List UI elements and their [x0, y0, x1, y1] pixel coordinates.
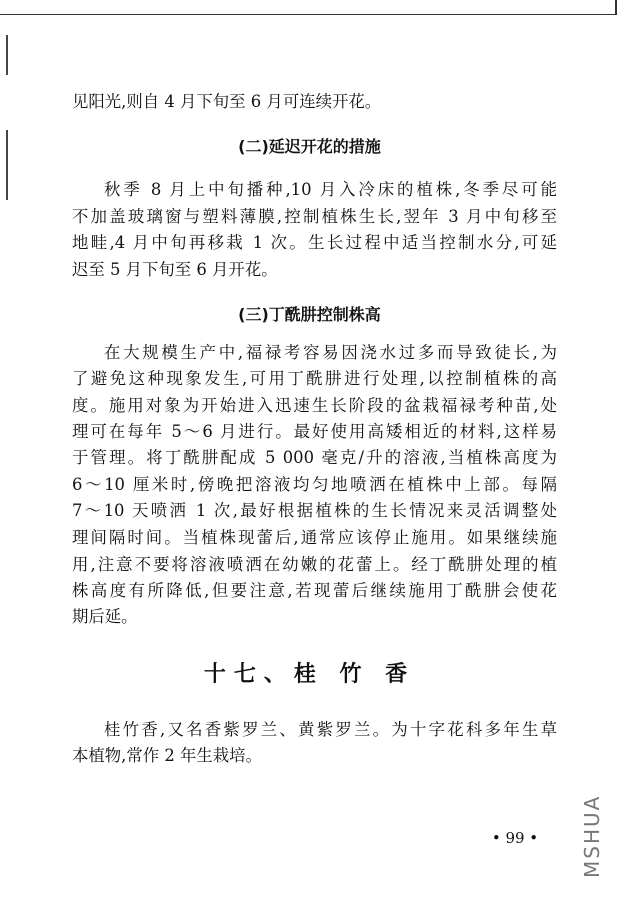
paragraph-line: 用,注意不要将溶液喷洒在幼嫩的花蕾上。经丁酰肼处理的植	[72, 555, 557, 574]
paragraph-line: 于管理。将丁酰肼配成 5 000 毫克/升的溶液,当植株高度为	[72, 448, 557, 467]
paragraph-line: 了避免这种现象发生,可用丁酰肼进行处理,以控制植株的高	[72, 369, 557, 388]
paragraph-line: 期后延。	[72, 607, 138, 626]
paragraph-line: 在大规模生产中,福禄考容易因浇水过多而导致徒长,为	[104, 343, 557, 362]
paragraph-line: 度。施用对象为开始进入迅速生长阶段的盆栽福禄考种苗,处	[72, 396, 557, 415]
paragraph-line: 见阳光,则自 4 月下旬至 6 月可连续开花。	[72, 92, 382, 111]
paragraph-line: 本植物,常作 2 年生栽培。	[72, 746, 262, 765]
paragraph-line: 株高度有所降低,但要注意,若现蕾后继续施用丁酰肼会使花	[72, 581, 557, 600]
paragraph-line: 不加盖玻璃窗与塑料薄膜,控制植株生长,翌年 3 月中旬移至	[72, 207, 557, 226]
watermark: MSHUA	[580, 794, 604, 878]
paragraph-line: 桂竹香,又名香紫罗兰、黄紫罗兰。为十字花科多年生草	[104, 720, 557, 739]
paragraph-line: 6～10 厘米时,傍晚把溶液均匀地喷洒在植株中上部。每隔	[72, 475, 557, 494]
section-title: 十七、桂 竹 香	[203, 662, 416, 687]
paragraph-line: 理间隔时间。当植株现蕾后,通常应该停止施用。如果继续施	[72, 528, 557, 547]
paragraph-line: 迟至 5 月下旬至 6 月开花。	[72, 260, 278, 279]
page-number: • 99 •	[491, 829, 539, 847]
paragraph-line: 理可在每年 5～6 月进行。最好使用高矮相近的材料,这样易	[72, 422, 557, 441]
heading-delay-flowering: (二)延迟开花的措施	[238, 137, 381, 156]
scan-edge-line	[6, 35, 8, 75]
heading-daminozide: (三)丁酰肼控制株高	[238, 305, 381, 324]
paragraph-line: 地畦,4 月中旬再移栽 1 次。生长过程中适当控制水分,可延	[72, 233, 557, 252]
paragraph-line: 秋季 8 月上中旬播种,10 月入冷床的植株,冬季尽可能	[104, 180, 557, 199]
page-edge-top	[0, 0, 617, 15]
paragraph-line: 7～10 天喷洒 1 次,最好根据植株的生长情况来灵活调整处	[72, 501, 557, 520]
